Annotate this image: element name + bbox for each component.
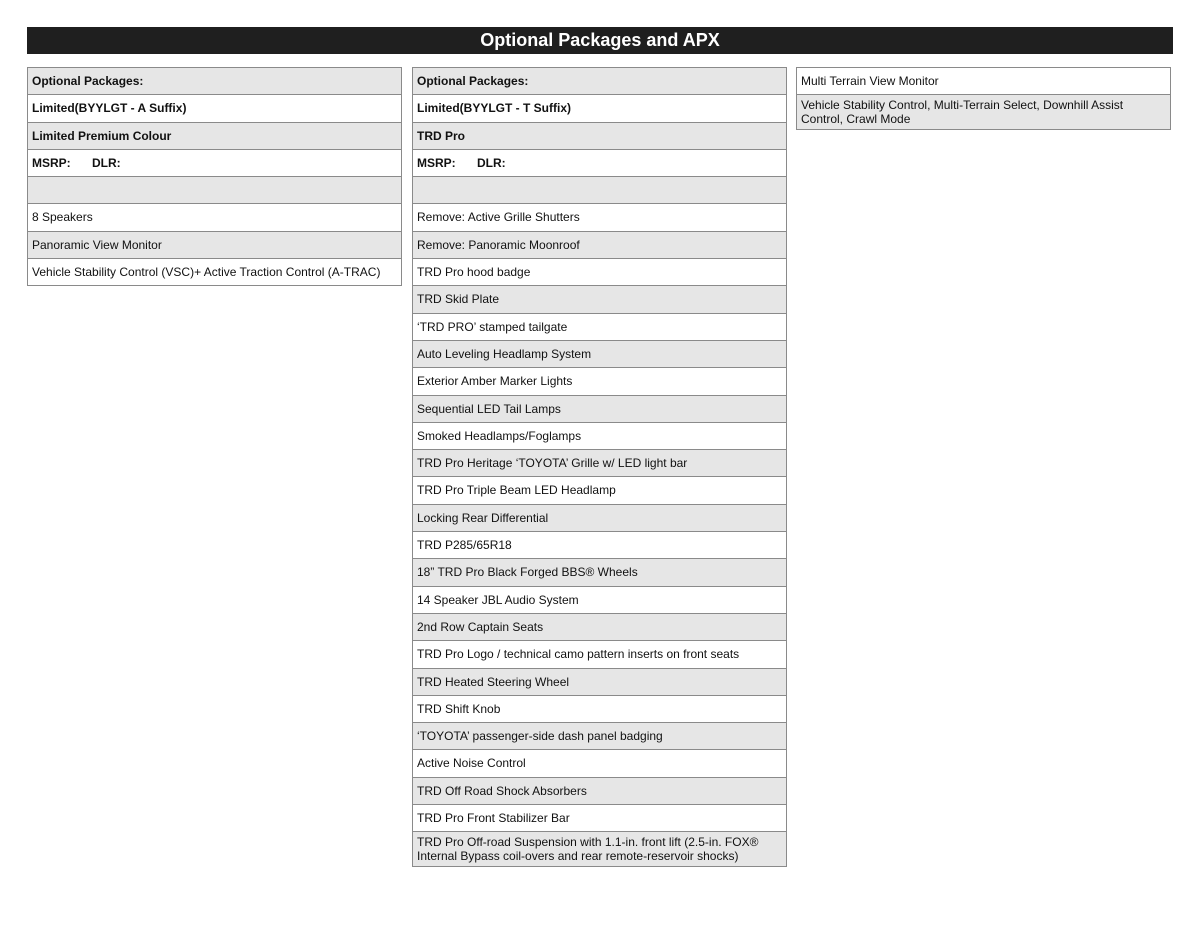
package-table-limited-premium-colour [27,67,402,286]
list-item: Multi Terrain View Monitor [796,67,1171,95]
list-item: Smoked Headlamps/Foglamps [412,422,787,450]
list-item: Panoramic View Monitor [27,231,402,259]
list-item: Remove: Active Grille Shutters [412,203,787,231]
empty-row [412,176,787,204]
table-header: Optional Packages: [412,67,787,95]
price-row [27,149,402,177]
list-item: TRD Heated Steering Wheel [412,668,787,696]
list-item: TRD Pro Front Stabilizer Bar [412,804,787,832]
msrp-label: MSRP: [32,155,71,170]
list-item: Active Noise Control [412,749,787,777]
dlr-label: DLR: [477,155,506,170]
list-item: TRD Shift Knob [412,695,787,723]
list-item: Auto Leveling Headlamp System [412,340,787,368]
list-item: Remove: Panoramic Moonroof [412,231,787,259]
list-item: Locking Rear Differential [412,504,787,532]
list-item: TRD Pro Logo / technical camo pattern inserts on front seats [412,640,787,668]
list-item: TRD Skid Plate [412,285,787,313]
empty-row [27,176,402,204]
list-item: TRD Pro Triple Beam LED Headlamp [412,476,787,504]
list-item: ‘TOYOTA’ passenger-side dash panel badging [412,722,787,750]
list-item: TRD Off Road Shock Absorbers [412,777,787,805]
list-item: Vehicle Stability Control (VSC)+ Active Traction Control (A-TRAC) [27,258,402,286]
list-item: TRD Pro Heritage ‘TOYOTA’ Grille w/ LED light bar [412,449,787,477]
package-table-trd-pro [412,67,787,867]
list-item: Sequential LED Tail Lamps [412,395,787,423]
list-item: TRD Pro Off-road Suspension with 1.1-in. front lift (2.5-in. FOX® Internal Bypass coil-overs and rear remote-reservoir shocks) [412,831,787,867]
list-item: ‘TRD PRO’ stamped tailgate [412,313,787,341]
list-item: TRD Pro hood badge [412,258,787,286]
package-name: Limited Premium Colour [27,122,402,150]
package-code: Limited(BYYLGT - A Suffix) [27,94,402,122]
dlr-label: DLR: [92,155,121,170]
list-item: 2nd Row Captain Seats [412,613,787,641]
list-item: 14 Speaker JBL Audio System [412,586,787,614]
list-item: Vehicle Stability Control, Multi-Terrain Select, Downhill Assist Control, Crawl Mode [796,94,1171,130]
package-name: TRD Pro [412,122,787,150]
package-table-additional-features [796,67,1171,130]
list-item: 18” TRD Pro Black Forged BBS® Wheels [412,558,787,586]
list-item: 8 Speakers [27,203,402,231]
price-row [412,149,787,177]
table-header: Optional Packages: [27,67,402,95]
msrp-label: MSRP: [417,155,456,170]
list-item: TRD P285/65R18 [412,531,787,559]
page-title: Optional Packages and APX [27,27,1173,54]
list-item: Exterior Amber Marker Lights [412,367,787,395]
package-code: Limited(BYYLGT - T Suffix) [412,94,787,122]
